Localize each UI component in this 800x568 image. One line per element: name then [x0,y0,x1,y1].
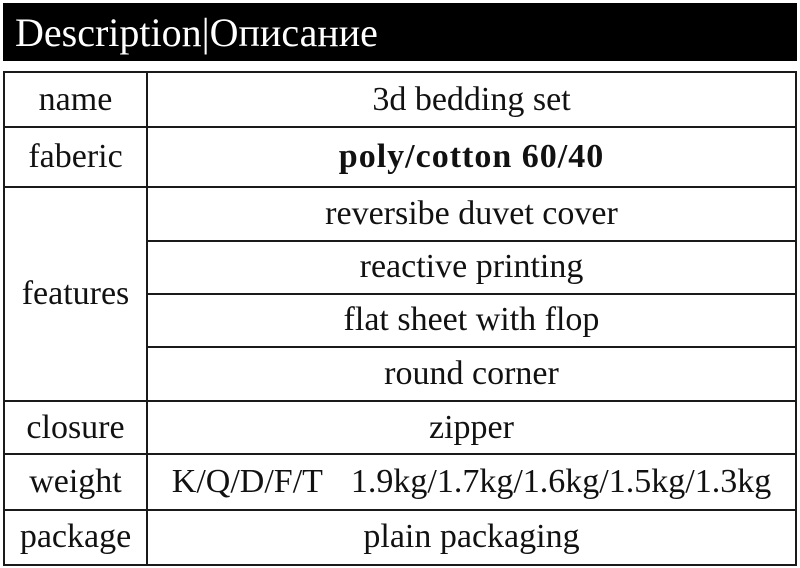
table-row-weight [4,454,796,509]
closure-label: closure [4,401,147,454]
fabric-value: poly/cotton 60/40 [147,127,796,187]
specification-table [3,71,797,566]
table-row-fabric [4,127,796,187]
package-value: plain packaging [147,510,796,565]
features-label: features [4,187,147,401]
table-row-closure [4,401,796,454]
table-row-name [4,72,796,127]
header-title: Description|Описание [15,9,378,55]
feature-item: flat sheet with flop [147,294,796,347]
weight-value-cell [147,454,796,509]
name-label: name [4,72,147,127]
weight-sizes: K/Q/D/F/T [171,463,323,501]
feature-item: round corner [147,347,796,401]
package-label: package [4,510,147,565]
description-header [3,3,797,61]
feature-item: reactive printing [147,241,796,294]
table-row-features [4,187,796,240]
weight-values: 1.9kg/1.7kg/1.6kg/1.5kg/1.3kg [350,463,772,501]
name-value: 3d bedding set [147,72,796,127]
closure-value: zipper [147,401,796,454]
fabric-label: faberic [4,127,147,187]
table-row-package [4,510,796,565]
weight-label: weight [4,454,147,509]
feature-item: reversibe duvet cover [147,187,796,240]
